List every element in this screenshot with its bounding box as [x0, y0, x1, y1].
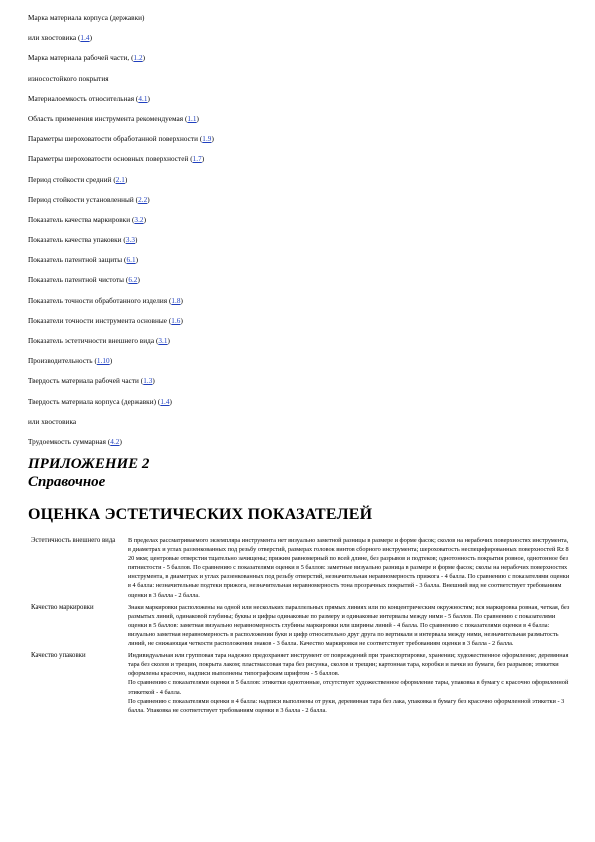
index-item-link[interactable]: 1.10	[96, 357, 110, 366]
section-title: ОЦЕНКА ЭСТЕТИЧЕСКИХ ПОКАЗАТЕЛЕЙ	[28, 506, 373, 523]
index-item-text: или хвостовика (	[28, 34, 81, 43]
index-item-close: )	[137, 276, 140, 285]
index-item	[28, 418, 568, 438]
appendix-subtitle: Справочное	[28, 474, 106, 490]
index-item	[28, 398, 568, 418]
index-item-text: Марка материала корпуса (державки)	[28, 14, 145, 22]
index-item-text: Марка материала рабочей части, (	[28, 54, 134, 63]
index-item-text: износостойкого покрытия	[28, 74, 109, 83]
index-item-close: )	[124, 175, 128, 184]
description-paragraph: В пределах рассматриваемого экземпляра инструмента нет визуально заметной разницы в размере и форме фасок; сколов на нерабочих поверхностях инструмента, в диаметрах и углах раззенкованных под резьбу отверстий, размерах головок винтов сборного инструмента; шероховатость неспецифированных поверхностей Rz 8 20 мкм; центровые отверстия тщательно зачищены; прижим равномерный по всей длине, без разрывов и подтеков; однотонность покрытия ровное, однотонное без пятнистости - 5 баллов. По сравнению с показателями оценки в 5 баллов: заметные визуально разница в размере и форме фасок; сколы на нерабочих поверхностях инструмента, в диаметрах и углах раззенкованных под резьбу отверстий, незначительная неравномерность прижога - 4 балла. По сравнению с показателями оценки в 4 балла: незначительные подтеки прижога, незначительная неравномерность тона прозрачных покрытий - 3 балла. Внешний вид не соответствует требованиям оценки в 3 балла - 2 балла.	[128, 537, 570, 599]
description-paragraph: Индивидуальная или групповая тара надежно предохраняет инструмент от повреждений при транспортировке, хранении; художественное оформление; деревянная тара без сколов и трещин, покрыта лаком; пластмассовая тара без рисунка, сколов и трещин; картонная тара, коробки и пачки из бумаги, без разрывов; этикетки оформлены красочно, надписи выполнены типографским шрифтом - 5 баллов.	[128, 652, 569, 678]
index-item-close: )	[167, 337, 170, 345]
index-item-close: )	[142, 54, 146, 63]
index-item	[28, 54, 568, 74]
index-item-link[interactable]: 3.2	[134, 215, 144, 224]
index-item-close: )	[109, 357, 113, 366]
index-item-text: Твердость материала рабочей части (	[28, 377, 144, 386]
table-row	[28, 603, 573, 648]
index-item-text: Трудоемкость суммарная (	[28, 437, 111, 446]
index-item-link[interactable]: 6.2	[128, 276, 138, 285]
index-item-link[interactable]: 3.1	[158, 337, 168, 345]
index-item-link[interactable]: 2.1	[115, 175, 125, 184]
index-item	[28, 377, 568, 397]
index-item-text: Параметры шероховатости основных поверхностей (	[28, 155, 193, 164]
index-item-close: )	[135, 236, 138, 245]
index-item-link[interactable]: 4.2	[110, 437, 120, 446]
index-item-text: Показатель качества упаковки (	[28, 236, 126, 245]
index-item-link[interactable]: 3.3	[125, 236, 135, 245]
appendix-title: ПРИЛОЖЕНИЕ 2	[28, 456, 150, 472]
index-item-text: или хвостовика	[28, 417, 77, 426]
index-item	[28, 75, 568, 95]
table-row	[28, 536, 573, 600]
index-item-link[interactable]: 1.7	[192, 155, 202, 164]
index-item	[28, 256, 568, 276]
index-item	[28, 276, 568, 296]
index-item-text: Твердость материала корпуса (державки) (	[28, 397, 161, 406]
index-item-close: )	[119, 437, 122, 446]
index-item	[28, 135, 568, 155]
index-item-link[interactable]: 1.3	[143, 377, 153, 386]
index-item-link[interactable]: 1.4	[80, 34, 90, 43]
index-item-link[interactable]: 6.1	[126, 256, 136, 265]
index-item-close: )	[143, 215, 147, 224]
index-item-link[interactable]: 1.8	[171, 296, 181, 305]
index-item-close: )	[201, 155, 205, 164]
index-item-text: Период стойкости установленный (	[28, 195, 139, 204]
description-paragraph: По сравнению с показателями оценки в 4 балла: надписи выполнены от руки, деревянная тара без лака, упаковка в бумагу без красочно оформленной этикетки - 3 балла. Упаковка не соответствует требованиям оценки в 3 балла - 2 балла.	[128, 697, 565, 714]
index-item	[28, 236, 568, 256]
indicator-description	[128, 603, 573, 648]
index-item-link[interactable]: 1.9	[202, 135, 212, 144]
description-paragraph: По сравнению с показателями оценки в 5 баллов: этикетки однотонные, отсутствует художественное оформление тары, упаковка в бумагу с красочно оформленной этикеткой - 4 балла.	[128, 679, 569, 696]
index-item-close: )	[135, 256, 139, 265]
index-item	[28, 337, 568, 357]
indicator-name: Эстетичность внешнего вида	[31, 537, 116, 544]
index-item-close: )	[180, 316, 183, 325]
index-item	[28, 196, 568, 216]
index-item-text: Область применения инструмента рекомендуемая (	[28, 114, 188, 123]
index-item	[28, 34, 568, 54]
index-item-link[interactable]: 1.1	[187, 114, 197, 123]
index-item-close: )	[89, 34, 93, 43]
indicator-name: Качество маркировки	[31, 603, 94, 611]
aesthetics-table	[28, 536, 573, 715]
appendix-heading	[28, 455, 568, 491]
index-item-close: )	[147, 94, 150, 103]
index-item-close: )	[180, 296, 183, 305]
index-item-text: Показатель эстетичности внешнего вида (	[28, 337, 159, 345]
index-item-text: Показатели точности инструмента основные (	[28, 316, 172, 325]
index-item	[28, 176, 568, 196]
index-item	[28, 357, 568, 377]
index-item-link[interactable]: 1.4	[160, 397, 170, 406]
index-item-text: Показатель патентной защиты (	[28, 256, 127, 265]
index-item-link[interactable]: 2.2	[138, 195, 148, 204]
index-item-close: )	[211, 135, 214, 144]
index-item-text: Период стойкости средний (	[28, 175, 116, 184]
index-item	[28, 115, 568, 135]
index-item-text: Показатель патентной чистоты (	[28, 276, 129, 285]
index-item-close: )	[147, 195, 150, 204]
index-item	[28, 317, 568, 337]
index-item-text: Материалоемкость относительная (	[28, 94, 139, 103]
index-item-text: Параметры шероховатости обработанной поверхности (	[28, 135, 203, 144]
index-item-link[interactable]: 1.2	[133, 54, 143, 63]
index-item-text: Показатель качества маркировки (	[28, 215, 135, 224]
index-list	[28, 14, 568, 458]
index-item-close: )	[196, 114, 199, 123]
index-item	[28, 216, 568, 236]
index-item	[28, 155, 568, 175]
index-item-link[interactable]: 4.1	[138, 94, 148, 103]
indicator-name: Качество упаковки	[31, 652, 86, 660]
index-item-close: )	[169, 397, 172, 406]
index-item-text: Показатель точности обработанного изделия (	[28, 296, 172, 305]
table-row	[28, 651, 573, 715]
index-item	[28, 297, 568, 317]
indicator-description	[128, 651, 573, 715]
index-item	[28, 95, 568, 115]
index-item-close: )	[152, 377, 155, 386]
indicator-description	[128, 536, 573, 600]
description-paragraph: Знаки маркировки расположены на одной или нескольких параллельных прямых линиях или по концентрическим окружностям; вся маркировка ровная, четкая, без размытых линий, одинаковой глубины; буквы и цифры одинаковые по размеру и одинаковые интервалы между ними - 5 баллов. По сравнению с показателями оценки в 5 баллов: заметная визуально неравномерность глубины маркировки или ширины линий - 4 балла. По сравнению с показателями оценки в 4 балла: визуально заметная неравномерность в расположении букв и цифр относительно друг друга по вертикали и интервала между ними, незначительная размытость линий, не снижающая четкости расположения знаков - 3 балла. Качество маркировки не соответствует требованиям оценки в 3 балла - 2 балла.	[128, 603, 570, 648]
index-item-text: Производительность (	[28, 357, 97, 366]
index-item	[28, 14, 568, 34]
index-item-link[interactable]: 1.6	[171, 316, 181, 325]
